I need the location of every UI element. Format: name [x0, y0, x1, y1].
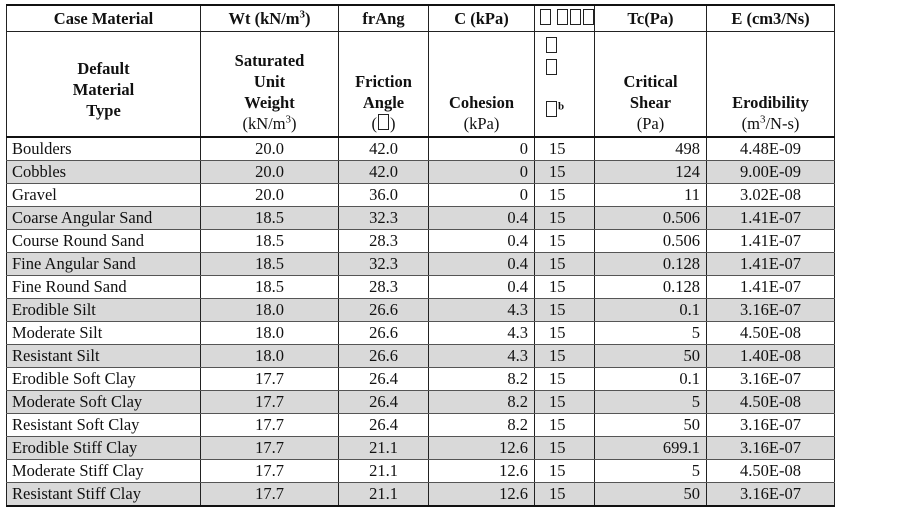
cell-material: Moderate Stiff Clay [7, 460, 201, 483]
subheader-tc-line1: Critical [623, 72, 678, 91]
subheader-wt [201, 32, 339, 138]
header-tc: Tc(Pa) [595, 5, 707, 32]
cell-phi-b: 15 [535, 391, 595, 414]
cell-unit-weight: 17.7 [201, 483, 339, 507]
cell-cohesion: 12.6 [429, 437, 535, 460]
subheader-critical-shear [595, 32, 707, 138]
cell-friction-angle: 28.3 [339, 230, 429, 253]
cell-material: Coarse Angular Sand [7, 207, 201, 230]
cell-erodibility: 3.16E-07 [707, 437, 835, 460]
table-row [7, 253, 835, 276]
cell-material: Cobbles [7, 161, 201, 184]
cell-phi-b: 15 [535, 230, 595, 253]
header-e: E (cm3/Ns) [707, 5, 835, 32]
cell-material: Erodible Stiff Clay [7, 437, 201, 460]
cell-critical-shear: 50 [595, 483, 707, 507]
cell-erodibility: 4.50E-08 [707, 391, 835, 414]
cell-cohesion: 0 [429, 184, 535, 207]
cell-cohesion: 0 [429, 161, 535, 184]
cell-cohesion: 0.4 [429, 253, 535, 276]
cell-material: Resistant Stiff Clay [7, 483, 201, 507]
cell-friction-angle: 26.4 [339, 414, 429, 437]
cell-critical-shear: 50 [595, 414, 707, 437]
missing-glyph-icon [557, 9, 568, 25]
cell-material: Erodible Silt [7, 299, 201, 322]
cell-critical-shear: 5 [595, 322, 707, 345]
header-wt-close: ) [305, 8, 311, 28]
cell-material: Erodible Soft Clay [7, 368, 201, 391]
subheader-fr-line1: Friction [355, 72, 412, 91]
table-row [7, 460, 835, 483]
subheader-wt-unit-close: ) [291, 114, 297, 133]
header-frang: frAng [339, 5, 429, 32]
cell-unit-weight: 17.7 [201, 460, 339, 483]
cell-phi-b: 15 [535, 207, 595, 230]
subheader-wt-line2: Unit [253, 72, 286, 91]
cell-unit-weight: 18.0 [201, 299, 339, 322]
cell-unit-weight: 18.5 [201, 207, 339, 230]
cell-cohesion: 8.2 [429, 414, 535, 437]
cell-erodibility: 3.16E-07 [707, 414, 835, 437]
table-row [7, 345, 835, 368]
cell-friction-angle: 21.1 [339, 483, 429, 507]
subheader-friction [339, 32, 429, 138]
cell-material: Fine Round Sand [7, 276, 201, 299]
subheader-type-line3: Type [86, 100, 121, 120]
cell-friction-angle: 28.3 [339, 276, 429, 299]
header-wt-text: Wt (kN/m [228, 8, 300, 28]
cell-material: Boulders [7, 137, 201, 161]
subheader-e-unit-close: /N-s) [765, 114, 800, 133]
subheader-e-unit-text: (m [741, 114, 760, 133]
cell-cohesion: 12.6 [429, 460, 535, 483]
cell-phi-b: 15 [535, 483, 595, 507]
missing-glyph-icon [546, 101, 557, 117]
cell-erodibility: 4.48E-09 [707, 137, 835, 161]
subheader-phib-sym1 [545, 36, 590, 58]
cell-material: Moderate Silt [7, 322, 201, 345]
cell-critical-shear: 0.128 [595, 276, 707, 299]
cell-friction-angle: 42.0 [339, 137, 429, 161]
cell-friction-angle: 26.6 [339, 299, 429, 322]
missing-glyph-icon [546, 37, 557, 53]
cell-cohesion: 8.2 [429, 368, 535, 391]
cell-critical-shear: 50 [595, 345, 707, 368]
subheader-type-line2: Material [72, 79, 135, 99]
cell-unit-weight: 17.7 [201, 391, 339, 414]
cell-critical-shear: 0.128 [595, 253, 707, 276]
cell-phi-b: 15 [535, 437, 595, 460]
subheader-cohesion [429, 32, 535, 138]
cell-phi-b: 15 [535, 253, 595, 276]
subheader-phib [535, 32, 595, 138]
table-row [7, 437, 835, 460]
subheader-fr-line2: Angle [362, 93, 405, 112]
table-row [7, 299, 835, 322]
cell-cohesion: 0.4 [429, 207, 535, 230]
table-row [7, 276, 835, 299]
cell-cohesion: 4.3 [429, 299, 535, 322]
cell-critical-shear: 0.1 [595, 368, 707, 391]
cell-unit-weight: 18.0 [201, 322, 339, 345]
cell-cohesion: 4.3 [429, 322, 535, 345]
cell-unit-weight: 17.7 [201, 414, 339, 437]
cell-phi-b: 15 [535, 161, 595, 184]
material-properties-table-container [6, 4, 834, 507]
table-row [7, 207, 835, 230]
cell-friction-angle: 21.1 [339, 437, 429, 460]
cell-phi-b: 15 [535, 414, 595, 437]
table-row [7, 137, 835, 161]
subheader-wt-line1: Saturated [234, 51, 305, 70]
subheader-fr-unit [343, 113, 424, 134]
cell-erodibility: 1.41E-07 [707, 207, 835, 230]
cell-unit-weight: 20.0 [201, 184, 339, 207]
cell-friction-angle: 32.3 [339, 207, 429, 230]
subheader-tc-line2: Shear [629, 93, 672, 112]
subheader-e-unit [711, 113, 830, 134]
cell-critical-shear: 5 [595, 460, 707, 483]
missing-glyph-icon [570, 9, 581, 25]
cell-friction-angle: 26.6 [339, 322, 429, 345]
cell-critical-shear: 0.1 [595, 299, 707, 322]
cell-phi-b: 15 [535, 276, 595, 299]
cell-critical-shear: 498 [595, 137, 707, 161]
cell-critical-shear: 0.506 [595, 230, 707, 253]
cell-cohesion: 4.3 [429, 345, 535, 368]
cell-unit-weight: 18.0 [201, 345, 339, 368]
header-wt-sup: 3 [299, 8, 306, 20]
cell-erodibility: 4.50E-08 [707, 322, 835, 345]
cell-phi-b: 15 [535, 345, 595, 368]
table-row [7, 230, 835, 253]
cell-cohesion: 0.4 [429, 276, 535, 299]
missing-glyph-icon [583, 9, 594, 25]
subheader-coh-unit: (kPa) [463, 114, 500, 133]
cell-critical-shear: 0.506 [595, 207, 707, 230]
subheader-tc-unit: (Pa) [636, 114, 665, 133]
subheader-phib-sup: b [558, 100, 565, 113]
cell-erodibility: 1.40E-08 [707, 345, 835, 368]
cell-material: Resistant Silt [7, 345, 201, 368]
table-row [7, 184, 835, 207]
cell-erodibility: 9.00E-09 [707, 161, 835, 184]
cell-unit-weight: 18.5 [201, 230, 339, 253]
header-wt [201, 5, 339, 32]
cell-friction-angle: 32.3 [339, 253, 429, 276]
cell-erodibility: 1.41E-07 [707, 253, 835, 276]
header-c: C (kPa) [429, 5, 535, 32]
subheader-e-unit-sup: 3 [759, 113, 766, 126]
cell-erodibility: 1.41E-07 [707, 276, 835, 299]
cell-critical-shear: 11 [595, 184, 707, 207]
subheader-phib-bottom [545, 100, 590, 121]
cell-material: Resistant Soft Clay [7, 414, 201, 437]
subheader-wt-unit-text: (kN/m [242, 114, 286, 133]
subheader-wt-unit-sup: 3 [285, 113, 292, 126]
subheader-type [7, 32, 201, 138]
cell-phi-b: 15 [535, 460, 595, 483]
cell-unit-weight: 18.5 [201, 253, 339, 276]
subheader-e-line1: Erodibility [732, 93, 809, 112]
missing-glyph-icon [540, 9, 551, 25]
cell-unit-weight: 20.0 [201, 137, 339, 161]
cell-phi-b: 15 [535, 299, 595, 322]
cell-material: Gravel [7, 184, 201, 207]
subheader-erodibility [707, 32, 835, 138]
cell-friction-angle: 42.0 [339, 161, 429, 184]
cell-cohesion: 12.6 [429, 483, 535, 507]
cell-friction-angle: 26.6 [339, 345, 429, 368]
cell-phi-b: 15 [535, 137, 595, 161]
subheader-type-line1: Default [77, 58, 130, 78]
cell-erodibility: 3.16E-07 [707, 368, 835, 391]
cell-material: Fine Angular Sand [7, 253, 201, 276]
material-properties-table [6, 4, 835, 507]
cell-unit-weight: 17.7 [201, 437, 339, 460]
table-row [7, 391, 835, 414]
cell-unit-weight: 20.0 [201, 161, 339, 184]
cell-phi-b: 15 [535, 322, 595, 345]
sub-header-row [7, 32, 835, 138]
table-row [7, 368, 835, 391]
cell-material: Moderate Soft Clay [7, 391, 201, 414]
cell-cohesion: 0.4 [429, 230, 535, 253]
subheader-wt-unit [205, 113, 334, 134]
cell-cohesion: 0 [429, 137, 535, 161]
cell-erodibility: 1.41E-07 [707, 230, 835, 253]
table-row [7, 322, 835, 345]
cell-phi-b: 15 [535, 368, 595, 391]
subheader-coh-line1: Cohesion [448, 93, 515, 112]
subheader-phib-sym2 [545, 58, 590, 80]
cell-erodibility: 4.50E-08 [707, 460, 835, 483]
cell-friction-angle: 36.0 [339, 184, 429, 207]
cell-material: Course Round Sand [7, 230, 201, 253]
cell-critical-shear: 124 [595, 161, 707, 184]
header-phib-glyphs [535, 5, 595, 32]
cell-erodibility: 3.02E-08 [707, 184, 835, 207]
cell-critical-shear: 699.1 [595, 437, 707, 460]
missing-glyph-icon [546, 59, 557, 75]
table-row [7, 483, 835, 507]
missing-glyph-icon [378, 114, 389, 130]
cell-friction-angle: 26.4 [339, 368, 429, 391]
subheader-wt-line3: Weight [244, 93, 295, 112]
header-case-material: Case Material [7, 5, 201, 32]
table-body [7, 137, 835, 506]
cell-cohesion: 8.2 [429, 391, 535, 414]
table-row [7, 414, 835, 437]
cell-erodibility: 3.16E-07 [707, 483, 835, 507]
cell-phi-b: 15 [535, 184, 595, 207]
top-header-row [7, 5, 835, 32]
table-row [7, 161, 835, 184]
subheader-fr-unit-close: ) [390, 114, 396, 133]
cell-unit-weight: 17.7 [201, 368, 339, 391]
cell-unit-weight: 18.5 [201, 276, 339, 299]
subheader-fr-unit-open: ( [371, 114, 377, 133]
cell-friction-angle: 26.4 [339, 391, 429, 414]
cell-erodibility: 3.16E-07 [707, 299, 835, 322]
cell-friction-angle: 21.1 [339, 460, 429, 483]
cell-critical-shear: 5 [595, 391, 707, 414]
